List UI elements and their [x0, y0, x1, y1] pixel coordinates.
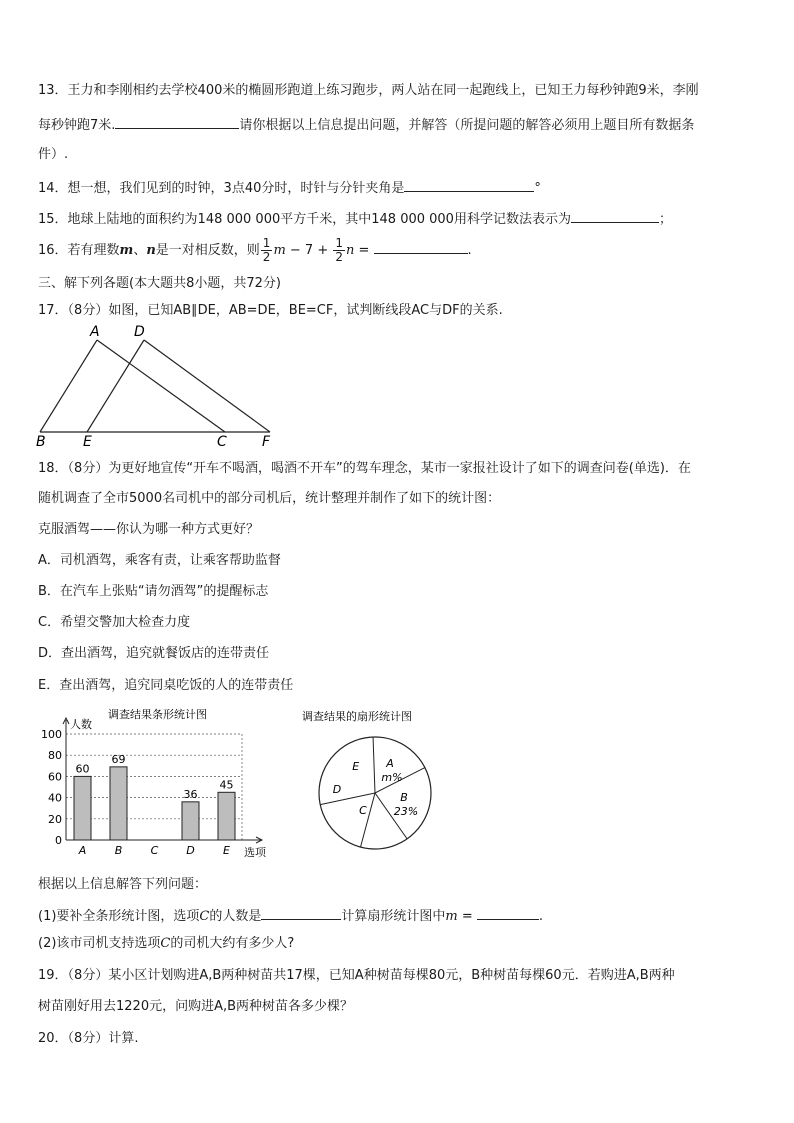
point-label-b: B [36, 434, 46, 448]
q18-survey-title: 克服酒驾——你认为哪一种方式更好？ [38, 522, 260, 537]
q16-prefix: 16．若有理数 [38, 243, 120, 258]
pie-slice-label-C: C [359, 803, 367, 817]
x-tick-label: C [150, 844, 159, 857]
q18-option-d: D．查出酒驾，追究就餐饭店的连带责任 [38, 646, 270, 661]
y-tick-label: 100 [41, 728, 62, 741]
pie-chart [300, 704, 450, 864]
q13-line2-start: 每秒钟跑7米. [38, 118, 116, 133]
q18-sub2-option: C [160, 936, 171, 951]
q18-sub1-blank-2[interactable] [477, 905, 539, 920]
q15-answer-blank[interactable] [571, 208, 659, 223]
q18-sub1-option: C [199, 909, 210, 924]
bar-chart-xlabel: 选项 [244, 846, 266, 859]
point-label-c: C [217, 434, 227, 448]
q18-line2: 随机调查了全市5000名司机中的部分司机后，统计整理并制作了如下的统计图： [38, 491, 501, 506]
q17-triangle-figure [30, 322, 290, 448]
q18-sub1-mid: 的人数是 [209, 909, 262, 924]
q13-line1: 13．王力和李刚相约去学校400米的椭圆形跑道上练习跑步，两人站在同一起跑线上，已知王力每秒钟跑9米，李刚 [38, 83, 699, 98]
q13-line3: 件）. [38, 147, 69, 162]
pie-slice-value-B: 23% [393, 804, 419, 818]
pie-slice-label-B: B [400, 790, 408, 804]
q16-tail: . [467, 243, 472, 258]
pie-slice-label-E: E [352, 760, 360, 774]
y-tick-label: 60 [48, 770, 62, 784]
q18-sub1-calc: 计算扇形统计图中 [341, 909, 446, 924]
q14-line [38, 177, 541, 198]
q18-sub1-start: (1)要补全条形统计图，选项 [38, 909, 200, 924]
x-tick-label: A [78, 844, 87, 857]
q14-answer-blank[interactable] [404, 177, 534, 192]
bar-data-label: 60 [75, 762, 90, 776]
q18-sub1: (1)要补全条形统计图，选项C的人数是 计算扇形统计图中m = . [38, 905, 543, 926]
bar-chart [38, 704, 278, 864]
q16-mid: 是一对相反数，则 [155, 243, 260, 258]
y-tick-label: 20 [48, 812, 62, 826]
q20-text: 20．（8分）计算. [38, 1031, 139, 1046]
q16-term-n: n [346, 243, 355, 258]
q17-text: 17．（8分）如图，已知AB∥DE，AB=DE，BE=CF，试判断线段AC与DF的关系. [38, 303, 503, 318]
q13-line2 [38, 114, 694, 135]
q13-answer-blank[interactable] [115, 114, 239, 129]
q19-line2: 树苗刚好用去1220元，问购进A,B两种树苗各多少棵？ [38, 999, 354, 1014]
bar-data-label: 36 [183, 787, 198, 801]
q18-option-e: E．查出酒驾，追究同桌吃饭的人的连带责任 [38, 678, 294, 693]
point-label-a: A [90, 324, 100, 340]
bar-D [182, 802, 199, 840]
x-tick-label: D [186, 844, 195, 857]
q18-sub2-start: (2)该市司机支持选项 [38, 936, 161, 951]
line-df [144, 340, 270, 432]
q18-sub1-blank-1[interactable] [261, 905, 341, 920]
q14-text: 14．想一想，我们见到的时钟，3点40分时，时针与分针夹角是 [38, 181, 405, 196]
point-label-f: F [262, 434, 271, 448]
q18-sub2 [38, 935, 294, 953]
y-tick-label: 40 [48, 791, 62, 805]
q16-answer-blank[interactable] [374, 239, 468, 254]
x-tick-label: E [223, 844, 230, 857]
point-label-e: E [83, 434, 92, 448]
q16-fraction-1 [261, 237, 273, 264]
bar-E [218, 792, 235, 840]
q18-option-a: A．司机酒驾，乘客有责，让乘客帮助监督 [38, 553, 281, 568]
q19-line1: 19．（8分）某小区计划购进A,B两种树苗共17棵，已知A种树苗每棵80元，B种树苗每棵60元．若购进A,B两种 [38, 968, 675, 983]
fraction-denominator: 2 [262, 250, 271, 264]
pie-chart-title: 调查结果的扇形统计图 [302, 710, 412, 723]
section-heading: 三、解下列各题(本大题共8小题，共72分) [38, 276, 281, 291]
bar-B [110, 767, 127, 840]
bar-chart-title: 调查结果条形统计图 [108, 708, 207, 721]
pie-slice-label-A: A [386, 757, 394, 771]
q16-fraction-2 [333, 237, 345, 264]
q18-after-charts: 根据以上信息解答下列问题： [38, 877, 208, 892]
q15-text: 15．地球上陆地的面积约为148 000 000平方千米，其中148 000 000用科学记数法表示为 [38, 212, 571, 227]
bar-A [74, 776, 91, 840]
q14-degree: ° [534, 181, 541, 196]
q18-option-c: C．希望交警加大检查力度 [38, 615, 191, 630]
x-tick-label: B [114, 844, 123, 857]
q16-var-m: m [119, 243, 134, 258]
q16-var-n: n [146, 243, 156, 258]
line-ab [40, 340, 97, 432]
pie-slice-value-A: m% [381, 771, 403, 785]
fraction-numerator: 1 [262, 236, 271, 250]
fraction-denominator: 2 [335, 250, 343, 264]
bar-chart-ylabel: 人数 [70, 718, 92, 731]
q13-line2-end: 请你根据以上信息提出问题，并解答（所提问题的解答必须用上题目所有数据条 [239, 118, 695, 133]
q16-term-m: m [273, 243, 286, 258]
bar-data-label: 45 [219, 778, 234, 792]
q18-sub2-end: 的司机大约有多少人? [170, 936, 295, 951]
q18-option-b: B．在汽车上张贴“请勿酒驾”的提醒标志 [38, 584, 269, 599]
q16-line [38, 236, 472, 266]
fraction-numerator: 1 [335, 236, 343, 250]
bar-data-label: 69 [111, 752, 126, 766]
q18-sub1-tail: . [538, 909, 544, 924]
point-label-d: D [134, 324, 145, 340]
y-tick-label: 80 [48, 749, 62, 763]
q18-sub1-var: m [445, 909, 458, 924]
q16-equals: = [354, 243, 374, 258]
q15-line [38, 208, 672, 229]
y-tick-label: 0 [55, 834, 62, 847]
pie-slice-label-D: D [332, 783, 342, 796]
q16-sep: 、 [133, 243, 147, 258]
q16-minus7: − 7 + [285, 243, 333, 258]
q15-tail: ； [658, 212, 672, 227]
q18-line1: 18．（8分）为更好地宣传“开车不喝酒，喝酒不开车”的驾车理念，某市一家报社设计了如下的调查问卷(单选)．在 [38, 461, 691, 476]
